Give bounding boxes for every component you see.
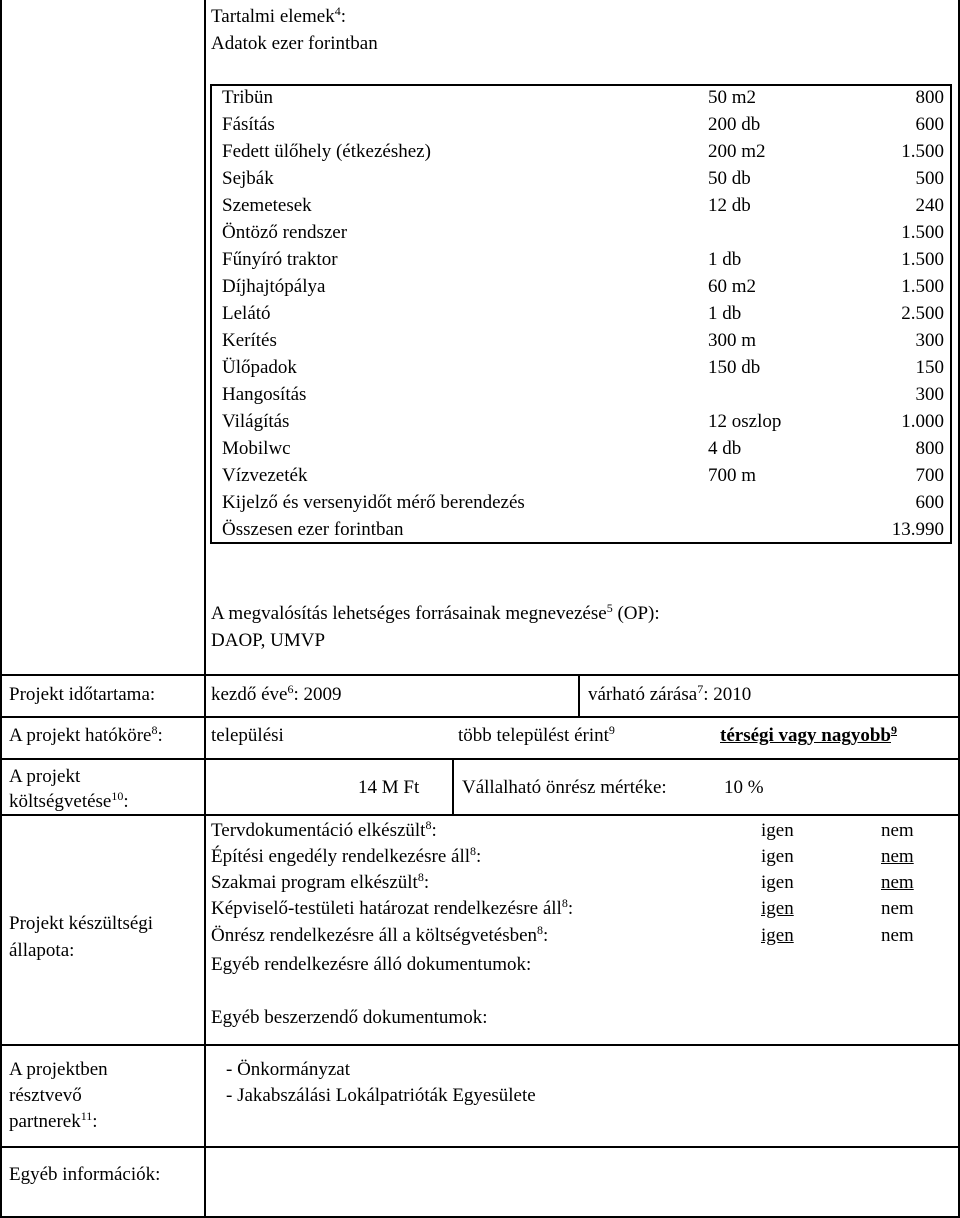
readiness-row [211, 870, 931, 896]
item-name: Fásítás [222, 114, 275, 135]
item-value: 600 [915, 492, 944, 513]
readiness-label-line2: állapota: [9, 940, 75, 961]
readiness-row-label: Önrész rendelkezésre áll a költségvetésben$^8$: [211, 923, 549, 946]
item-name: Öntöző rendszer [222, 222, 348, 243]
content-item-row [222, 247, 960, 274]
items-list [222, 85, 960, 545]
self-share-label: Vállalható önrész mértéke: [462, 777, 667, 798]
item-value: 150 [915, 357, 944, 378]
item-name: Sejbák [222, 168, 274, 189]
item-quantity: 12 db [708, 195, 751, 216]
row-divider [0, 814, 204, 816]
item-quantity: 12 oszlop [708, 411, 782, 432]
budget-label-line2: költségvetése$^{10}$: [9, 789, 129, 812]
readiness-no: nem [881, 898, 914, 919]
item-value: 700 [915, 465, 944, 486]
content-item-row [222, 112, 960, 139]
item-value: 300 [915, 330, 944, 351]
readiness-label-line1: Projekt készültségi [9, 913, 154, 934]
item-name: Mobilwc [222, 438, 291, 459]
content-item-row [222, 490, 960, 517]
item-name: Világítás [222, 411, 290, 432]
self-share-value: 10 % [724, 777, 764, 798]
scope-label: A projekt hatóköre$^8$: [9, 723, 163, 746]
readiness-row [211, 818, 931, 844]
item-value: 1.500 [901, 276, 944, 297]
item-value: 600 [915, 114, 944, 135]
budget-divider [452, 758, 454, 814]
item-name: Tribün [222, 87, 274, 108]
row-divider [0, 674, 960, 676]
partners-label-line3: partnerek$^{11}$: [9, 1109, 98, 1132]
item-value: 2.500 [901, 303, 944, 324]
budget-amount: 14 M Ft [358, 777, 420, 798]
item-quantity: 300 m [708, 330, 757, 351]
row-divider [0, 1146, 960, 1148]
readiness-row-label: Képviselő-testületi határozat rendelkezésre áll$^8$: [211, 896, 574, 919]
readiness-row [211, 923, 931, 949]
content-item-row [222, 220, 960, 247]
item-value: 300 [915, 384, 944, 405]
item-name: Ülőpadok [222, 357, 297, 378]
row-divider [204, 814, 960, 816]
label-column-divider [204, 0, 206, 1218]
readiness-no: nem [881, 925, 914, 946]
scope-option-regional: térségi vagy nagyobb$^9$ [720, 723, 897, 746]
item-name: Vízvezeték [222, 465, 308, 486]
item-quantity: 50 db [708, 168, 751, 189]
content-item-row [222, 274, 960, 301]
content-item-row [222, 328, 960, 355]
item-value: 1.500 [901, 141, 944, 162]
partner-item: - Jakabszálási Lokálpatrióták Egyesülete [226, 1085, 536, 1106]
sources-value: DAOP, UMVP [211, 630, 326, 651]
content-item-row [222, 382, 960, 409]
table-border-left [0, 0, 2, 1218]
item-name: Lelátó [222, 303, 271, 324]
readiness-no: nem [881, 820, 914, 841]
partners-label-line1: A projektben [9, 1059, 108, 1080]
readiness-row [211, 844, 931, 870]
end-year: várható zárása$^7$: 2010 [588, 682, 752, 705]
content-item-row [222, 409, 960, 436]
readiness-row-label: Tervdokumentáció elkészült$^8$: [211, 818, 437, 841]
item-value: 1.500 [901, 222, 944, 243]
readiness-no-selected: nem [881, 872, 914, 893]
item-name: Szemetesek [222, 195, 312, 216]
item-name: Kerítés [222, 330, 277, 351]
item-quantity: 200 db [708, 114, 761, 135]
item-name: Összesen ezer forintban [222, 519, 404, 540]
item-name: Kijelző és versenyidőt mérő berendezés [222, 492, 525, 513]
duration-divider [578, 674, 580, 716]
item-value: 800 [915, 438, 944, 459]
item-value: 240 [915, 195, 944, 216]
content-item-row [222, 193, 960, 220]
item-quantity: 200 m2 [708, 141, 766, 162]
content-item-row [222, 166, 960, 193]
item-value: 1.500 [901, 249, 944, 270]
content-item-row [222, 139, 960, 166]
units-note: Adatok ezer forintban [211, 33, 378, 54]
item-value: 1.000 [901, 411, 944, 432]
sources-label: A megvalósítás lehetséges forrásainak megnevezése$^5$ (OP): [211, 601, 660, 624]
other-available-docs: Egyéb rendelkezésre álló dokumentumok: [211, 954, 532, 975]
readiness-no-selected: nem [881, 846, 914, 867]
item-quantity: 50 m2 [708, 87, 757, 108]
item-quantity: 60 m2 [708, 276, 757, 297]
partner-item: - Önkormányzat [226, 1059, 350, 1080]
item-quantity: 1 db [708, 249, 742, 270]
readiness-yes: igen [761, 846, 794, 867]
row-divider [0, 758, 960, 760]
row-divider [0, 716, 960, 718]
scope-option-multi: több települést érint$^9$ [458, 723, 615, 746]
readiness-row-label: Építési engedély rendelkezésre áll$^8$: [211, 844, 482, 867]
content-item-row [222, 301, 960, 328]
readiness-yes: igen [761, 820, 794, 841]
other-info-label: Egyéb információk: [9, 1164, 161, 1185]
item-name: Hangosítás [222, 384, 307, 405]
readiness-row-label: Szakmai program elkészült$^8$: [211, 870, 430, 893]
content-heading: Tartalmi elemek$^4$: [211, 4, 346, 27]
other-docs-to-obtain: Egyéb beszerzendő dokumentumok: [211, 1007, 488, 1028]
item-name: Fűnyíró traktor [222, 249, 338, 270]
item-name: Fedett ülőhely (étkezéshez) [222, 141, 431, 162]
item-quantity: 4 db [708, 438, 742, 459]
scope-option-local: települési [211, 725, 284, 746]
content-item-row [222, 85, 960, 112]
budget-label-line1: A projekt [9, 766, 81, 787]
item-name: Díjhajtópálya [222, 276, 326, 297]
content-item-row [222, 436, 960, 463]
item-quantity: 150 db [708, 357, 761, 378]
content-item-row [222, 355, 960, 382]
item-value: 13.990 [891, 519, 944, 540]
row-divider [0, 1044, 960, 1046]
start-year: kezdő éve$^6$: 2009 [211, 682, 342, 705]
content-item-row [222, 463, 960, 490]
readiness-yes-selected: igen [761, 925, 794, 946]
item-quantity: 1 db [708, 303, 742, 324]
item-value: 500 [915, 168, 944, 189]
content-item-row [222, 517, 960, 544]
partners-label-line2: résztvevő [9, 1085, 82, 1106]
readiness-yes: igen [761, 872, 794, 893]
item-quantity: 700 m [708, 465, 757, 486]
readiness-yes-selected: igen [761, 898, 794, 919]
duration-label: Projekt időtartama: [9, 684, 156, 705]
item-value: 800 [915, 87, 944, 108]
readiness-row [211, 896, 931, 922]
